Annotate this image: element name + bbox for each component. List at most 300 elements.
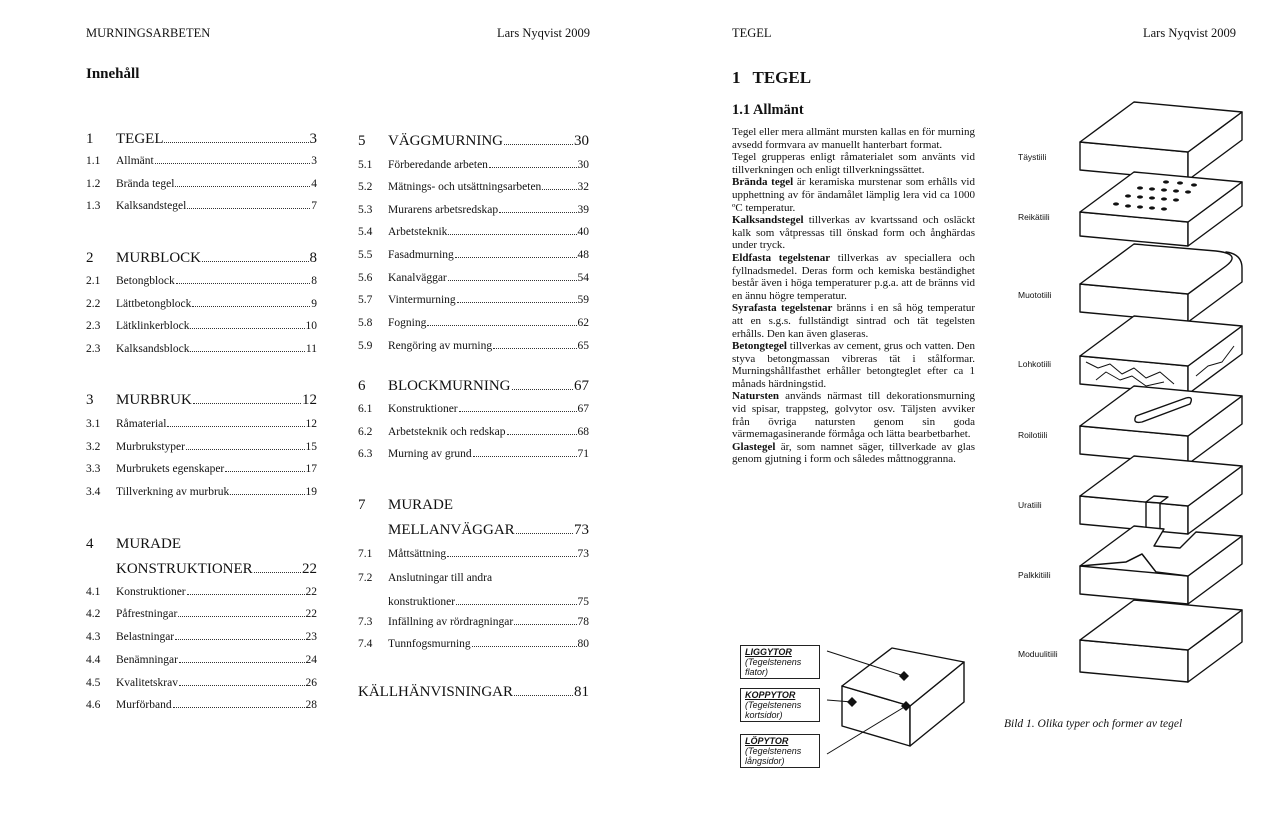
right-page bbox=[640, 0, 1280, 834]
toc-entry-page: 8 bbox=[311, 275, 317, 287]
toc-entry-number: 4 bbox=[86, 536, 94, 552]
toc-entry[interactable] bbox=[358, 378, 589, 395]
toc-entry-page: 17 bbox=[305, 463, 317, 475]
toc-entry-text bbox=[388, 181, 589, 193]
toc-entry[interactable] bbox=[358, 403, 589, 415]
toc-entry-text bbox=[116, 250, 317, 267]
toc-entry-label: Allmänt bbox=[116, 155, 154, 167]
toc-entry[interactable] bbox=[86, 486, 317, 498]
brick-type-label: Moduulitiili bbox=[1018, 649, 1058, 659]
toc-entry-page: 59 bbox=[577, 294, 589, 306]
toc-entry[interactable] bbox=[358, 340, 589, 352]
leader-dots bbox=[504, 143, 573, 145]
toc-entry-page: 11 bbox=[305, 343, 317, 355]
toc-entry[interactable] bbox=[86, 654, 317, 666]
toc-entry-label: Murning av grund bbox=[388, 448, 472, 460]
toc-entry-text bbox=[388, 226, 589, 238]
toc-entry-text bbox=[116, 320, 317, 332]
toc-entry-page: 19 bbox=[305, 486, 317, 498]
toc-entry-page: 71 bbox=[577, 448, 589, 460]
toc-entry-text bbox=[388, 317, 589, 329]
toc-entry-label: Fasadmurning bbox=[388, 249, 454, 261]
toc-entry-text bbox=[116, 677, 317, 689]
toc-entry-text bbox=[358, 684, 589, 701]
leader-dots bbox=[173, 706, 305, 708]
toc-entry-page: 23 bbox=[305, 631, 317, 643]
brick-type-label: Muototiili bbox=[1018, 290, 1052, 300]
chapter-title: TEGEL bbox=[752, 68, 812, 87]
toc-entry-page: 30 bbox=[577, 159, 589, 171]
leader-dots bbox=[190, 327, 304, 329]
toc-entry[interactable] bbox=[86, 677, 317, 689]
toc-entry-text bbox=[116, 200, 317, 212]
toc-entry-page: 62 bbox=[577, 317, 589, 329]
leader-dots bbox=[193, 402, 301, 404]
toc-entry-number: 2.3 bbox=[86, 343, 101, 355]
toc-entry-page: 28 bbox=[305, 699, 317, 711]
toc-entry-label: Benämningar bbox=[116, 654, 178, 666]
term-bold: Glastegel bbox=[732, 440, 776, 453]
toc-entry-page: 26 bbox=[305, 677, 317, 689]
leader-dots bbox=[507, 433, 577, 435]
toc-entry-label: Kalksandstegel bbox=[116, 200, 187, 212]
body-paragraph bbox=[732, 302, 975, 340]
body-paragraph bbox=[732, 340, 975, 390]
term-bold: Eldfasta tegelstenar bbox=[732, 251, 831, 264]
chapter-number: 1 bbox=[732, 68, 741, 87]
toc-entry-number: 2.2 bbox=[86, 298, 101, 310]
leader-dots bbox=[192, 305, 310, 307]
toc-entry[interactable] bbox=[86, 608, 317, 620]
toc-entry[interactable] bbox=[86, 418, 317, 430]
toc-entry-text bbox=[116, 486, 317, 498]
toc-entry-label: Belastningar bbox=[116, 631, 175, 643]
toc-entry-text bbox=[116, 441, 317, 453]
body-paragraph bbox=[732, 151, 975, 176]
toc-entry[interactable] bbox=[86, 131, 317, 148]
toc-entry-text bbox=[388, 294, 589, 306]
toc-entry-number: 7.1 bbox=[358, 548, 373, 560]
toc-entry-label: Murbrukets egenskaper bbox=[116, 463, 225, 475]
leader-dots bbox=[516, 532, 573, 534]
toc-entry-text bbox=[388, 596, 589, 608]
toc-entry-label-line2: MELLANVÄGGAR bbox=[388, 522, 515, 538]
toc-entry-label: Murbrukstyper bbox=[116, 441, 185, 453]
solid-brick-drawing bbox=[1080, 102, 1242, 180]
toc-entry-number: 2.1 bbox=[86, 275, 101, 287]
toc-entry-page: 4 bbox=[311, 178, 317, 190]
toc-entry[interactable] bbox=[86, 441, 317, 453]
toc-entry[interactable] bbox=[358, 572, 589, 584]
header-author: Lars Nyqvist 2009 bbox=[497, 26, 591, 40]
toc-entry-text bbox=[116, 155, 317, 167]
toc-entry[interactable] bbox=[86, 275, 317, 287]
toc-entry[interactable] bbox=[358, 204, 589, 216]
toc-entry-number: 1 bbox=[86, 131, 94, 147]
leader-dots bbox=[472, 645, 577, 647]
face-label-box bbox=[740, 645, 820, 679]
toc-entry[interactable] bbox=[358, 133, 589, 150]
toc-entry-text bbox=[116, 178, 317, 190]
toc-entry-text bbox=[388, 448, 589, 460]
leader-dots bbox=[448, 233, 576, 235]
toc-entry-text bbox=[388, 340, 589, 352]
toc-entry[interactable] bbox=[86, 320, 317, 332]
toc-entry-label: Arbetsteknik bbox=[388, 226, 448, 238]
toc-entry-page: 30 bbox=[574, 133, 589, 149]
toc-entry[interactable] bbox=[358, 497, 589, 514]
leader-dots bbox=[178, 615, 304, 617]
toc-entry-page: 22 bbox=[302, 561, 317, 577]
paragraph-text: tillverkas av kvartssand och osläckt kalk som våtpressas till önskad form och ånghärdas under tryck. bbox=[732, 214, 975, 252]
toc-entry-label: Brända tegel bbox=[116, 178, 175, 190]
leader-dots bbox=[514, 694, 573, 696]
toc-entry-number: 4.2 bbox=[86, 608, 101, 620]
toc-entry[interactable] bbox=[86, 250, 317, 267]
toc-entry-page: 32 bbox=[577, 181, 589, 193]
face-label-box bbox=[740, 688, 820, 722]
leader-dots bbox=[459, 410, 577, 412]
toc-entry-page: 78 bbox=[577, 616, 589, 628]
leader-dots bbox=[455, 256, 577, 258]
toc-entry-text bbox=[388, 548, 589, 560]
face-label-description: (Tegelstenens flator) bbox=[745, 657, 802, 677]
toc-entry-text bbox=[116, 298, 317, 310]
paragraph-text: tillverkas av speciallera och fyllnadsmedel. Deras form och kemiska beständighet består även i höga temperaturer p.g.a. att de bränns vid en ännu högre temperatur. bbox=[732, 251, 975, 302]
toc-entry[interactable] bbox=[358, 294, 589, 306]
toc-entry-page: 80 bbox=[577, 638, 589, 650]
toc-entry-page: 24 bbox=[305, 654, 317, 666]
toc-entry-number: 5.8 bbox=[358, 317, 373, 329]
section-heading: 1.1 Allmänt bbox=[732, 102, 804, 118]
toc-entry-label: Infällning av rördragningar bbox=[388, 616, 514, 628]
toc-entry[interactable] bbox=[86, 343, 317, 355]
toc-entry-number: 2 bbox=[86, 250, 94, 266]
toc-entry-page: 12 bbox=[302, 392, 317, 408]
toc-entry-number: 3 bbox=[86, 392, 94, 408]
toc-entry-number: 7 bbox=[358, 497, 366, 513]
toc-entry-number: 5 bbox=[358, 133, 366, 149]
toc-entry[interactable] bbox=[86, 463, 317, 475]
toc-entry-label: Tillverkning av murbruk bbox=[116, 486, 230, 498]
header-author: Lars Nyqvist 2009 bbox=[1143, 26, 1237, 40]
toc-entry-page: 54 bbox=[577, 272, 589, 284]
toc-entry-label: Arbetsteknik och redskap bbox=[388, 426, 506, 438]
toc-entry-number: 6.2 bbox=[358, 426, 373, 438]
split-face-brick-drawing bbox=[1080, 316, 1242, 394]
toc-entry-text bbox=[116, 699, 317, 711]
toc-entry-page: 9 bbox=[311, 298, 317, 310]
toc-entry-text bbox=[388, 522, 589, 539]
toc-entry-label: Lätklinkerblock bbox=[116, 320, 190, 332]
toc-entry-text bbox=[388, 426, 589, 438]
leader-dots bbox=[202, 260, 308, 262]
leader-dots bbox=[179, 684, 305, 686]
toc-entry-text bbox=[116, 608, 317, 620]
term-bold: Betongtegel bbox=[732, 340, 787, 353]
paragraph-text: tillverkas av cement, grus och vatten. Den styva betongmassan vibreras tät i stålformar. Murningshållfasthet erhåller betongteglet efter ca 1 månads härdningstid. bbox=[732, 340, 975, 390]
toc-entry-label: Kvalitetskrav bbox=[116, 677, 178, 689]
toc-entry-number: 2.3 bbox=[86, 320, 101, 332]
body-paragraph bbox=[732, 441, 975, 466]
shaped-brick-drawing bbox=[1080, 244, 1242, 322]
toc-entry[interactable] bbox=[86, 178, 317, 190]
toc-entry[interactable] bbox=[86, 586, 317, 598]
toc-entry-continued[interactable] bbox=[86, 561, 317, 578]
toc-entry-label: Påfrestningar bbox=[116, 608, 178, 620]
paragraph-text: Tegel grupperas enligt råmaterialet som använts vid tillverkningen och enligt tillverkningssättet. bbox=[732, 151, 975, 176]
toc-entry-label: VÄGGMURNING bbox=[388, 133, 503, 149]
leader-dots bbox=[493, 347, 576, 349]
toc-entry[interactable] bbox=[358, 616, 589, 628]
leader-dots bbox=[448, 279, 577, 281]
term-bold: Natursten bbox=[732, 390, 780, 403]
body-paragraph bbox=[732, 176, 975, 214]
toc-entry-number: 4.5 bbox=[86, 677, 101, 689]
toc-entry-page: 67 bbox=[577, 403, 589, 415]
toc-entry-continued[interactable] bbox=[358, 596, 589, 608]
toc-entry-text bbox=[388, 638, 589, 650]
toc-entry-page: 10 bbox=[305, 320, 317, 332]
toc-entry-label: MURBRUK bbox=[116, 392, 192, 408]
leader-dots bbox=[175, 638, 304, 640]
toc-entry-label: Förberedande arbeten bbox=[388, 159, 488, 171]
term-bold: Syrafasta tegelstenar bbox=[732, 302, 833, 315]
leader-dots bbox=[427, 324, 576, 326]
term-bold: Kalksandstegel bbox=[732, 214, 804, 227]
leader-dots bbox=[456, 603, 576, 605]
toc-entry-number: 1.2 bbox=[86, 178, 101, 190]
modular-brick-drawing bbox=[1080, 600, 1242, 682]
slotted-brick-drawing bbox=[1080, 386, 1242, 464]
toc-entry-label: Konstruktioner bbox=[388, 403, 458, 415]
toc-entry-page: 8 bbox=[309, 250, 317, 266]
face-label-heading: LIGGYTOR bbox=[745, 647, 792, 657]
leader-dots bbox=[164, 141, 308, 143]
toc-entry[interactable] bbox=[358, 159, 589, 171]
toc-entry-number: 3.3 bbox=[86, 463, 101, 475]
toc-entry[interactable] bbox=[358, 638, 589, 650]
toc-entry-page: 73 bbox=[574, 522, 589, 538]
toc-entry-number: 4.4 bbox=[86, 654, 101, 666]
toc-entry-text bbox=[116, 631, 317, 643]
leader-dots bbox=[167, 425, 304, 427]
leader-dots bbox=[155, 162, 311, 164]
toc-entry-references[interactable] bbox=[358, 684, 589, 701]
term-bold: Brända tegel bbox=[732, 176, 794, 189]
face-label-box bbox=[740, 734, 820, 768]
body-paragraph bbox=[732, 214, 975, 252]
paragraph-text: är, som namnet säger, tillverkade av glas genom gjutning i form och således måttnoggranna. bbox=[732, 440, 975, 466]
toc-entry-number: 7.2 bbox=[358, 572, 373, 584]
toc-entry-text bbox=[388, 133, 589, 150]
toc-entry-label: MURBLOCK bbox=[116, 250, 202, 266]
toc-entry-label: MURADE bbox=[116, 536, 182, 552]
toc-entry-number: 4.6 bbox=[86, 699, 101, 711]
leader-dots bbox=[512, 388, 573, 390]
toc-entry-number: 5.6 bbox=[358, 272, 373, 284]
leader-dots bbox=[514, 623, 576, 625]
leader-dots bbox=[447, 555, 576, 557]
brick-type-label: Roilotiili bbox=[1018, 430, 1048, 440]
toc-entry-number: 6.1 bbox=[358, 403, 373, 415]
toc-entry-text bbox=[116, 343, 317, 355]
leader-dots bbox=[187, 593, 305, 595]
toc-entry-text bbox=[116, 418, 317, 430]
toc-entry-label: Murarens arbetsredskap bbox=[388, 204, 499, 216]
toc-entry-page: 39 bbox=[577, 204, 589, 216]
toc-entry-page: 65 bbox=[577, 340, 589, 352]
toc-entry-page: 22 bbox=[305, 608, 317, 620]
leader-dots bbox=[186, 448, 305, 450]
toc-entry-text bbox=[116, 561, 317, 578]
header-left: TEGEL bbox=[732, 26, 772, 40]
toc-entry-label: Vintermurning bbox=[388, 294, 456, 306]
body-paragraph bbox=[732, 252, 975, 302]
toc-entry-page: 12 bbox=[305, 418, 317, 430]
channel-brick-drawing bbox=[1080, 526, 1242, 604]
toc-entry-text bbox=[116, 392, 317, 409]
toc-entry-page: 22 bbox=[305, 586, 317, 598]
leader-dots bbox=[175, 185, 310, 187]
paragraph-text: Tegel eller mera allmänt mursten kallas en för murning avsedd formvara av manuellt hanterbart format. bbox=[732, 126, 975, 151]
toc-entry[interactable] bbox=[358, 181, 589, 193]
toc-entry[interactable] bbox=[358, 448, 589, 460]
toc-entry-text bbox=[388, 378, 589, 395]
toc-entry-label: Kanalväggar bbox=[388, 272, 447, 284]
toc-entry[interactable] bbox=[86, 392, 317, 409]
toc-entry[interactable] bbox=[86, 631, 317, 643]
toc-entry-number: 4.3 bbox=[86, 631, 101, 643]
toc-entry[interactable] bbox=[358, 426, 589, 438]
toc-entry-text bbox=[388, 159, 589, 171]
toc-entry-label: Lättbetongblock bbox=[116, 298, 192, 310]
body-paragraph bbox=[732, 126, 975, 151]
brick-type-label: Reikätiili bbox=[1018, 212, 1050, 222]
toc-entry-number: 5.9 bbox=[358, 340, 373, 352]
leader-dots bbox=[225, 470, 304, 472]
toc-entry-page: 73 bbox=[577, 548, 589, 560]
toc-entry-page: 48 bbox=[577, 249, 589, 261]
toc-entry-page: 3 bbox=[311, 155, 317, 167]
body-text bbox=[732, 126, 975, 466]
toc-entry-label: Konstruktioner bbox=[116, 586, 186, 598]
toc-entry-label-line2: konstruktioner bbox=[388, 596, 456, 608]
grooved-brick-drawing bbox=[1080, 456, 1242, 534]
toc-entry-label: Murförband bbox=[116, 699, 172, 711]
toc-entry-page: 68 bbox=[577, 426, 589, 438]
toc-entry-number: 5.5 bbox=[358, 249, 373, 261]
toc-entry[interactable] bbox=[86, 200, 317, 212]
brick-type-label: Palkkitiili bbox=[1018, 570, 1051, 580]
perforated-brick-drawing bbox=[1080, 172, 1242, 246]
toc-entry-label: Fogning bbox=[388, 317, 427, 329]
toc-entry-label: MURADE bbox=[388, 497, 454, 513]
toc-entry-text bbox=[116, 275, 317, 287]
toc-entry-number: 1.3 bbox=[86, 200, 101, 212]
toc-entry-number: 3.1 bbox=[86, 418, 101, 430]
leader-dots bbox=[187, 207, 310, 209]
leader-dots bbox=[499, 211, 576, 213]
toc-entry-text bbox=[388, 272, 589, 284]
toc-entry[interactable] bbox=[86, 536, 317, 553]
toc-entry[interactable] bbox=[358, 226, 589, 238]
toc-entry-page: 67 bbox=[574, 378, 589, 394]
toc-entry[interactable] bbox=[358, 249, 589, 261]
toc-entry-text bbox=[388, 249, 589, 261]
toc-column-2 bbox=[358, 0, 589, 834]
toc-entry-text bbox=[116, 131, 317, 148]
toc-entry-text bbox=[116, 463, 317, 475]
toc-entry-number: 7.3 bbox=[358, 616, 373, 628]
toc-entry-label: Måttsättning bbox=[388, 548, 447, 560]
toc-column-1 bbox=[86, 0, 317, 834]
face-label-heading: KOPPYTOR bbox=[745, 690, 796, 700]
toc-entry-number: 6.3 bbox=[358, 448, 373, 460]
toc-entry-number: 5.7 bbox=[358, 294, 373, 306]
paragraph-text: används närmast till dekorationsmurning vid spisar, trappsteg, golvytor osv. Täljsten avviker från övriga natursten genom sin goda värmemagasinerande förmåga och lätta bearbetbarhet. bbox=[732, 390, 975, 441]
toc-entry-label: Anslutningar till andra bbox=[388, 572, 493, 584]
figure-caption: Bild 1. Olika typer och former av tegel bbox=[1004, 718, 1183, 730]
toc-entry-number: 3.4 bbox=[86, 486, 101, 498]
toc-entry-label: KÄLLHÄNVISNINGAR bbox=[358, 684, 513, 700]
toc-entry-text bbox=[116, 586, 317, 598]
leader-dots bbox=[489, 166, 577, 168]
toc-entry-number: 6 bbox=[358, 378, 366, 394]
toc-entry-page: 40 bbox=[577, 226, 589, 238]
toc-entry-label-line2: KONSTRUKTIONER bbox=[116, 561, 253, 577]
leader-dots bbox=[473, 455, 577, 457]
face-label-heading: LÖPYTOR bbox=[745, 736, 789, 746]
toc-entry-label: TEGEL bbox=[116, 131, 164, 147]
toc-entry[interactable] bbox=[86, 298, 317, 310]
toc-entry-page: 15 bbox=[305, 441, 317, 453]
toc-entry-number: 7.4 bbox=[358, 638, 373, 650]
leader-dots bbox=[254, 571, 301, 573]
leader-dots bbox=[230, 493, 304, 495]
toc-entry-number: 1.1 bbox=[86, 155, 101, 167]
toc-entry-label: Mätnings- och utsättningsarbeten bbox=[388, 181, 542, 193]
toc-entry-page: 3 bbox=[309, 131, 317, 147]
toc-entry-number: 4.1 bbox=[86, 586, 101, 598]
toc-entry-text bbox=[388, 403, 589, 415]
paragraph-text: bränns i en så hög temperatur att en s.g.s. fullständigt sintrad och tät tegelsten erhålls. Den kan även glaseras. bbox=[732, 302, 976, 340]
brick-type-label: Lohkotiili bbox=[1018, 359, 1052, 369]
toc-entry-label: Kalksandsblock bbox=[116, 343, 190, 355]
toc-entry[interactable] bbox=[358, 272, 589, 284]
toc-entry-number: 5.4 bbox=[358, 226, 373, 238]
leader-dots bbox=[457, 301, 577, 303]
toc-entry-label: Råmaterial bbox=[116, 418, 167, 430]
toc-entry-label: Rengöring av murning bbox=[388, 340, 493, 352]
face-label-description: (Tegelstenens långsidor) bbox=[745, 746, 802, 766]
toc-entry[interactable] bbox=[86, 699, 317, 711]
brick-type-label: Täystiili bbox=[1018, 152, 1047, 162]
body-paragraph bbox=[732, 390, 975, 440]
toc-entry-continued[interactable] bbox=[358, 522, 589, 539]
toc-entry-label: BLOCKMURNING bbox=[388, 378, 511, 394]
leader-dots bbox=[176, 282, 310, 284]
toc-entry-number: 3.2 bbox=[86, 441, 101, 453]
toc-entry[interactable] bbox=[358, 548, 589, 560]
toc-entry-number: 5.2 bbox=[358, 181, 373, 193]
toc-entry-page: 81 bbox=[574, 684, 589, 700]
brick-type-label: Uratiili bbox=[1018, 500, 1042, 510]
toc-entry[interactable] bbox=[86, 155, 317, 167]
toc-entry-label: Tunnfogsmurning bbox=[388, 638, 471, 650]
toc-entry-text bbox=[116, 654, 317, 666]
toc-entry[interactable] bbox=[358, 317, 589, 329]
